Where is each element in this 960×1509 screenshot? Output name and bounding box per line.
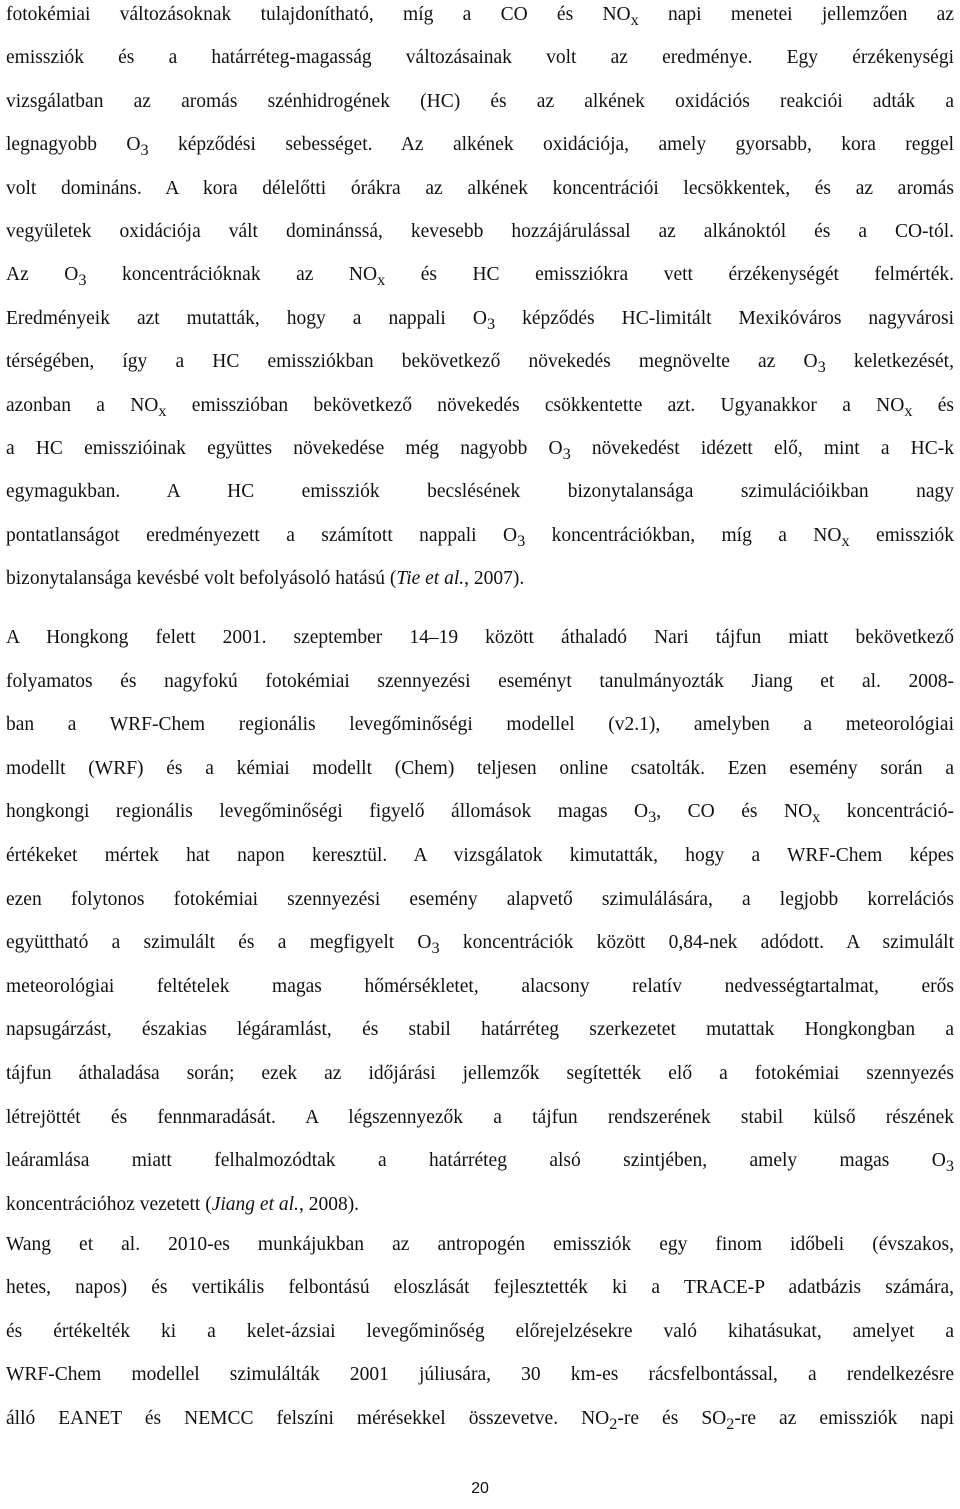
- text-line: bizonytalansága kevésbé volt befolyásoló hatású (Tie et al., 2007).: [6, 568, 525, 590]
- text-line: Wang et al. 2010-es munkájukban az antropogén emissziók egy finom időbeli (évszakos,: [6, 1234, 954, 1255]
- text-line: értékeket mértek hat napon keresztül. A vizsgálatok kimutatták, hogy a WRF-Chem képes: [6, 845, 954, 866]
- text-line: álló EANET és NEMCC felszíni mérésekkel összevetve. $NO_2-re$ és $SO_2-re$ az emissziók napi: [6, 1407, 954, 1433]
- text-line: leáramlása miatt felhalmozódtak a határréteg alsó szintjében, amely magas $O_3$: [6, 1150, 954, 1176]
- text-line: WRF-Chem modellel szimulálták 2001 júliusára, 30 km-es rácsfelbontással, a rendelkezésre: [6, 1364, 954, 1386]
- text-line: ezen folytonos fotokémiai szennyezési esemény alapvető szimulálására, a legjobb korrelációs: [6, 888, 954, 910]
- text-line: a HC emisszióinak együttes növekedése még nagyobb $O_3$ növekedést idézett elő, mint a HC-k: [6, 438, 954, 463]
- text-line: létrejöttét és fennmaradását. A légszennyezők a tájfun rendszerének stabil külső részének: [6, 1106, 954, 1128]
- text-line: és értékelték ki a kelet-ázsiai levegőminőség előrejelzésekre való kihatásukat, amelyet a: [6, 1320, 954, 1342]
- text-line: emissziók és a határréteg-magasság változásainak volt az eredménye. Egy érzékenységi: [6, 47, 954, 69]
- text-line: tájfun áthaladása során; ezek az időjárási jellemzők segítették elő a fotokémiai szennyezés: [6, 1063, 954, 1084]
- text-line: egymagukban. A HC emissziók becslésének bizonytalansága szimulációikban nagy: [6, 481, 954, 503]
- text-line: ban a WRF-Chem regionális levegőminőségi modellel (v2.1), amelyben a meteorológiai: [6, 714, 954, 736]
- text-line: volt domináns. A kora délelőtti órákra az alkének koncentrációi lecsökkentek, és az aromás: [6, 177, 954, 199]
- text-line: A Hongkong felett 2001. szeptember 14–19 között áthaladó Nari tájfun miatt bekövetkező: [6, 627, 954, 648]
- text-line: legnagyobb $O_3$ képződési sebességet. Az alkének oxidációja, amely gyorsabb, kora reggel: [6, 134, 954, 160]
- text-line: folyamatos és nagyfokú fotokémiai szennyezési eseményt tanulmányozták Jiang et al. 2008-: [6, 670, 954, 692]
- text-line: Az $O_3$ koncentrációknak az $NO_x$ és HC emissziókra vett érzékenységét felmérték.: [6, 264, 954, 290]
- text-line: hongkongi regionális levegőminőségi figyelő állomások magas $O_3$, CO és $NO_x$ koncentráció-: [6, 801, 954, 827]
- text-line: fotokémiai változásoknak tulajdonítható, míg a CO és $NO_x$ napi menetei jellemzően az: [6, 4, 954, 29]
- text-line: koncentrációhoz vezetett (Jiang et al., 2008).: [6, 1193, 360, 1215]
- text-line: együttható a szimulált és a megfigyelt $O_3$ koncentrációk között 0,84-nek adódott. A szimulált: [6, 932, 954, 958]
- text-line: térségében, így a HC emissziókban bekövetkező növekedés megnövelte az $O_3$ keletkezését,: [6, 351, 954, 377]
- text-line: Eredményeik azt mutatták, hogy a nappali $O_3$ képződés HC-limitált Mexikóváros nagyvárosi: [6, 307, 954, 333]
- text-line: meteorológiai feltételek magas hőmérsékletet, alacsony relatív nedvességtartalmat, erős: [6, 975, 954, 997]
- text-line: modellt (WRF) és a kémiai modellt (Chem) teljesen online csatolták. Ezen esemény során a: [6, 757, 954, 779]
- text-line: napsugárzást, északias légáramlást, és stabil határréteg szerkezetet mutattak Hongkongban a: [6, 1019, 954, 1041]
- text-line: pontatlanságot eredményezett a számított nappali $O_3$ koncentrációkban, míg a $NO_x$ emissziók: [6, 524, 954, 550]
- text-line: hetes, napos) és vertikális felbontású eloszlását fejlesztették ki a TRACE-P adatbázis számára,: [6, 1277, 954, 1299]
- page-number: 20: [471, 1480, 489, 1497]
- text-line: vizsgálatban az aromás szénhidrogének (HC) és az alkének oxidációs reakciói adták a: [6, 90, 954, 112]
- text-line: vegyületek oxidációja vált dominánssá, kevesebb hozzájárulással az alkánoktól és a CO-tól.: [6, 221, 954, 242]
- text-line: azonban a $NO_x$ emisszióban bekövetkező növekedés csökkentette azt. Ugyanakkor a $NO_x$ és: [6, 394, 954, 420]
